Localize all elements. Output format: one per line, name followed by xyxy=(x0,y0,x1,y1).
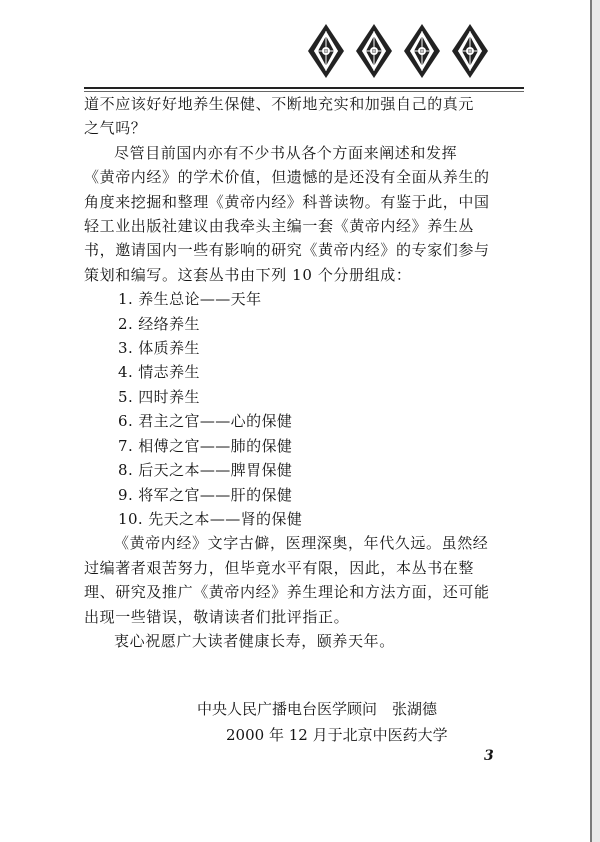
text-line: 衷心祝愿广大读者健康长寿，颐养天年。 xyxy=(114,631,395,650)
diamond-lattice-ornament-icon xyxy=(402,22,442,80)
text-line: 尽管目前国内亦有不少书从各个方面来阐述和发挥 xyxy=(114,143,458,162)
body-text xyxy=(84,92,524,653)
text-line: 策划和编写。这套丛书由下列 10 个分册组成： xyxy=(84,265,412,284)
list-item: 3. 体质养生 xyxy=(118,339,200,358)
list-item: 4. 情志养生 xyxy=(118,363,200,382)
text-line: 《黄帝内经》文字古僻，医理深奥，年代久远。虽然经 xyxy=(114,534,489,553)
text-line: 道不应该好好地养生保健、不断地充实和加强自己的真元 xyxy=(84,95,475,113)
header-rule xyxy=(84,87,524,89)
signature-date: 2000 年 12 月于北京中医药大学 xyxy=(226,726,448,744)
header-ornaments xyxy=(306,22,490,80)
text-line: 过编著者艰苦努力，但毕竟水平有限，因此，本丛书在整 xyxy=(84,558,475,577)
list-item: 9. 将军之官——肝的保健 xyxy=(118,485,293,504)
page-number: 3 xyxy=(484,748,494,764)
text-line: 轻工业出版社建议由我牵头主编一套《黄帝内经》养生丛 xyxy=(84,217,475,236)
signature-author: 中央人民广播电台医学顾问 张湖德 xyxy=(197,700,438,718)
text-line: 角度来挖掘和整理《黄帝内经》科普读物。有鉴于此，中国 xyxy=(84,192,490,211)
list-item: 6. 君主之官——心的保健 xyxy=(118,412,293,431)
diamond-lattice-ornament-icon xyxy=(306,22,346,80)
list-item: 10. 先天之本——肾的保健 xyxy=(118,509,303,528)
list-item: 1. 养生总论——天年 xyxy=(118,290,262,309)
diamond-lattice-ornament-icon xyxy=(354,22,394,80)
list-item: 5. 四时养生 xyxy=(118,387,200,406)
text-line: 书，邀请国内一些有影响的研究《黄帝内经》的专家们参与 xyxy=(84,241,490,260)
text-line: 出现一些错误，敬请读者们批评指正。 xyxy=(84,607,350,626)
list-item: 2. 经络养生 xyxy=(118,314,200,333)
diamond-lattice-ornament-icon xyxy=(450,22,490,80)
list-item: 8. 后天之本——脾胃保健 xyxy=(118,461,293,480)
text-line: 《黄帝内经》的学术价值，但遗憾的是还没有全面从养生的 xyxy=(84,168,490,187)
list-item: 7. 相傅之官——肺的保健 xyxy=(118,436,293,455)
text-line: 理、研究及推广《黄帝内经》养生理论和方法方面，还可能 xyxy=(84,583,490,602)
text-line: 之气吗？ xyxy=(84,119,147,138)
